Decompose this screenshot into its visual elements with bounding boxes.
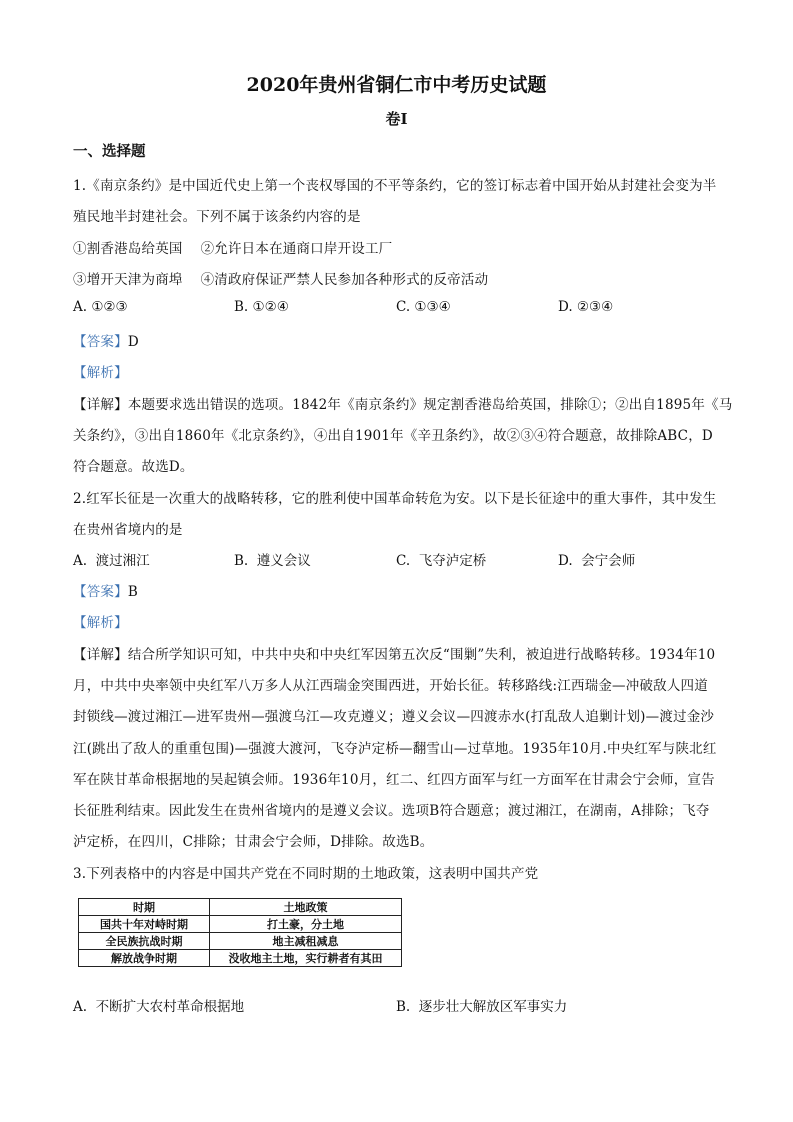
q1-detail-line-1	[73, 393, 732, 413]
q2-option-c: C. 飞夺泸定桥	[396, 553, 487, 569]
table-header-policy: 土地政策	[210, 899, 402, 916]
q1-answer-value: D	[127, 334, 139, 350]
table-cell-period: 国共十年对峙时期	[79, 916, 210, 933]
q1-detail-line-2: 关条约》，③出自1860年《北京条约》，④出自1901年《辛丑条约》，故②③④符合题意，故排除ABC，D	[73, 428, 713, 444]
q2-stem-line-2: 在贵州省境内的是	[73, 522, 183, 538]
q1-option-d: D. ②③④	[558, 299, 614, 315]
q2-option-d: D. 会宁会师	[558, 553, 636, 569]
q1-option-c: C. ①③④	[396, 299, 451, 315]
q1-option-b: B. ①②④	[234, 299, 289, 315]
table-cell-period: 解放战争时期	[79, 950, 210, 967]
table-cell-period: 全民族抗战时期	[79, 933, 210, 950]
table-row	[79, 933, 402, 950]
q2-detail-line-5: 军在陕甘革命根据地的吴起镇会师。1936年10月，红二、红四方面军与红一方面军在甘肃会宁会师，宣告	[73, 772, 715, 788]
q2-detail-line-1	[73, 643, 715, 663]
q1-detail-text-1: 本题要求选出错误的选项。1842年《南京条约》规定割香港岛给英国，排除①；②出自1895年《马	[127, 397, 733, 413]
q2-detail-line-2: 月，中共中央率领中央红军八万多人从江西瑞金突围西进，开始长征。转移路线:江西瑞金—冲破敌人四道	[73, 678, 708, 694]
q2-detail-line-3: 封锁线—渡过湘江—进军贵州—强渡乌江—攻克遵义；遵义会议—四渡赤水(打乱敌人追剿计划)—渡过金沙	[73, 709, 715, 725]
answer-tag: 【答案】	[73, 334, 128, 350]
q2-answer	[73, 580, 138, 600]
q1-option-a: A. ①②③	[73, 299, 128, 315]
table-cell-policy: 打土豪，分土地	[210, 916, 402, 933]
q1-stem-line-2: 殖民地半封建社会。下列不属于该条约内容的是	[73, 209, 361, 225]
q3-option-b: B. 逐步壮大解放区军事实力	[396, 999, 568, 1015]
q2-analysis-tag: 【解析】	[73, 615, 128, 631]
detail-tag: 【详解】	[73, 397, 128, 413]
answer-tag: 【答案】	[73, 584, 128, 600]
page-title: 2020年贵州省铜仁市中考历史试题	[246, 74, 547, 96]
q2-detail-line-6: 长征胜利结束。因此发生在贵州省境内的是遵义会议。选项B符合题意；渡过湘江，在湖南，A排除；飞夺	[73, 803, 710, 819]
section-heading: 一、选择题	[73, 143, 146, 160]
q2-detail-line-7: 泸定桥，在四川，C排除；甘肃会宁会师，D排除。故选B。	[73, 834, 434, 850]
q1-analysis-tag: 【解析】	[73, 365, 128, 381]
table-cell-policy: 地主减租减息	[210, 933, 402, 950]
q1-stem-line-1: 1.《南京条约》是中国近代史上第一个丧权辱国的不平等条约，它的签订标志着中国开始从封建社会变为半	[73, 178, 717, 194]
q1-detail-line-3: 符合题意。故选D。	[73, 459, 194, 475]
detail-tag: 【详解】	[73, 647, 128, 663]
q2-option-a: A. 渡过湘江	[73, 553, 150, 569]
table-cell-policy: 没收地主土地，实行耕者有其田	[210, 950, 402, 967]
volume-label: 卷Ⅰ	[385, 110, 408, 128]
q2-stem-line-1: 2.红军长征是一次重大的战略转移，它的胜利使中国革命转危为安。以下是长征途中的重大事件，其中发生	[73, 491, 717, 507]
q2-answer-value: B	[127, 584, 138, 600]
table-header-row	[79, 899, 402, 916]
table-row	[79, 950, 402, 967]
q2-detail-line-4: 江(跳出了敌人的重重包围)—强渡大渡河，飞夺泸定桥—翻雪山—过草地。1935年10月.中央红军与陕北红	[73, 741, 717, 757]
table-row	[79, 916, 402, 933]
land-policy-table	[78, 898, 402, 967]
table-header-period: 时期	[79, 899, 210, 916]
q2-option-b: B. 遵义会议	[234, 553, 311, 569]
q1-answer	[73, 330, 139, 350]
q3-option-a: A. 不断扩大农村革命根据地	[73, 999, 245, 1015]
q3-stem: 3.下列表格中的内容是中国共产党在不同时期的土地政策，这表明中国共产党	[73, 866, 539, 882]
q1-items-line-2: ③增开天津为商埠 ④清政府保证严禁人民参加各种形式的反帝活动	[73, 272, 489, 288]
q1-items-line-1: ①割香港岛给英国 ②允许日本在通商口岸开设工厂	[73, 241, 393, 257]
q2-detail-text-1: 结合所学知识可知，中共中央和中央红军因第五次反“围剿”失利，被迫进行战略转移。1934年10	[127, 647, 716, 663]
